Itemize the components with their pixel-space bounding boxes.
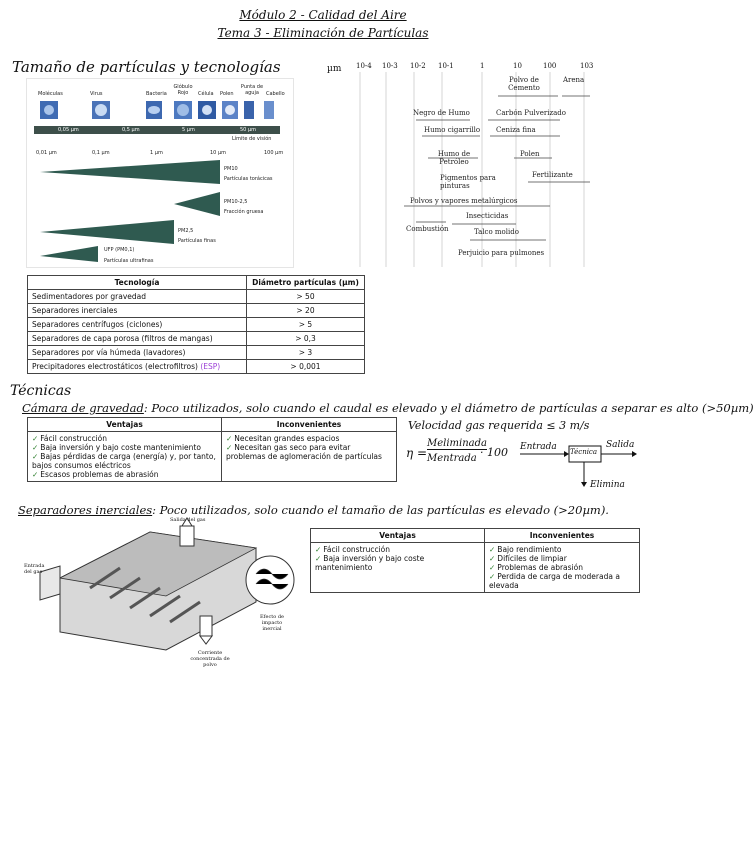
- gravity-advantages-cell: [28, 432, 222, 482]
- item-text: Difíciles de limpiar: [497, 554, 567, 563]
- gravity-pros-cons-table: [27, 417, 397, 482]
- icon-label-red-cell: Glóbulo Rojo: [173, 84, 193, 96]
- icon-label-virus: Virus: [90, 91, 103, 97]
- dust-stream-label: Corriente concentrada de polvo: [190, 650, 230, 668]
- table-header-technology: Tecnología: [28, 276, 247, 290]
- gravity-disadvantages-cell: [222, 432, 397, 482]
- table-header-diameter: Diámetro partículas (µm): [247, 276, 365, 290]
- item-text: Necesitan gas seco para evitar problemas de aglomeración de partículas: [226, 443, 382, 461]
- tech-diameter: > 50: [247, 290, 365, 304]
- check-icon: ✓: [489, 554, 496, 563]
- label-sand: Arena: [563, 76, 585, 84]
- check-icon: ✓: [32, 452, 39, 461]
- size-tick-1: 10-3: [382, 62, 398, 70]
- inertial-header-advantages: Ventajas: [311, 529, 485, 543]
- formula-multiplier: · 100: [480, 446, 508, 459]
- techniques-heading: Técnicas: [10, 383, 72, 399]
- label-insecticides: Insecticidas: [466, 212, 509, 220]
- needle-icon: [244, 101, 254, 119]
- pm25-wedge: [40, 220, 174, 244]
- list-item: [32, 452, 217, 470]
- tech-diameter: > 0,3: [247, 332, 365, 346]
- table-row: [28, 304, 365, 318]
- inertial-description: [18, 503, 609, 517]
- gravity-velocity: Velocidad gas requerida ≤ 3 m/s: [408, 419, 590, 432]
- table-row: [28, 360, 365, 374]
- icon-label-hair: Cabello: [266, 91, 285, 97]
- list-item: [32, 470, 217, 479]
- gravity-title: Cámara de gravedad: [22, 401, 144, 415]
- page-subtitle: Tema 3 - Eliminación de Partículas: [217, 26, 429, 40]
- item-text: Baja inversión y bajo coste mantenimiento: [40, 443, 201, 452]
- flow-down-label: Elimina: [590, 480, 625, 490]
- check-icon: ✓: [32, 443, 39, 452]
- check-icon: ✓: [32, 434, 39, 443]
- gas-in-label: Entrada del gas: [24, 563, 45, 575]
- item-text: Escasos problemas de abrasión: [40, 470, 159, 479]
- inertial-advantages-cell: [311, 543, 485, 593]
- label-cement: Polvo de Cemento: [508, 76, 540, 92]
- check-icon: ✓: [226, 443, 233, 452]
- page-title: Módulo 2 - Calidad del Aire: [239, 8, 407, 22]
- impact-label: Efecto de impacto inercial: [259, 614, 285, 632]
- check-icon: ✓: [489, 572, 496, 581]
- list-item: [226, 443, 392, 461]
- check-icon: ✓: [226, 434, 233, 443]
- tech-name: Separadores por vía húmeda (lavadores): [28, 346, 247, 360]
- table-row: [28, 290, 365, 304]
- gravity-header-disadvantages: Inconvenientes: [222, 418, 397, 432]
- pm10-wedge: [40, 160, 220, 184]
- size-tick-6: 100: [543, 62, 557, 70]
- size-tick-0: 10-4: [356, 62, 372, 70]
- tick-10: 10 µm: [210, 150, 227, 156]
- label-pollen: Polen: [520, 150, 540, 158]
- item-text: Bajo rendimiento: [497, 545, 562, 554]
- tech-name: Separadores centrífugos (ciclones): [28, 318, 247, 332]
- tech-diameter: > 20: [247, 304, 365, 318]
- label-fertilizer: Fertilizante: [532, 171, 573, 179]
- label-talc: Talco molido: [474, 228, 519, 236]
- size-chart-lines: [330, 72, 630, 272]
- label-lung-damage: Perjuicio para pulmones: [458, 249, 545, 257]
- tech-name-text: Precipitadores electrostáticos (electrofiltros): [32, 362, 198, 371]
- ufp-label: UFP (PM0,1): [104, 247, 135, 253]
- size-unit: µm: [327, 64, 342, 74]
- formula-eta: η =: [406, 446, 428, 460]
- tech-name: [28, 360, 247, 374]
- label-pulverized-coal: Carbón Pulverizado: [496, 109, 566, 117]
- size-tick-2: 10-2: [410, 62, 426, 70]
- icon-label-cell: Célula: [198, 91, 214, 97]
- label-oil-smoke: Humo de Petróleo: [437, 150, 471, 166]
- inertial-text: : Poco utilizados, solo cuando el tamaño de las partículas es elevado (>20µm).: [152, 503, 609, 517]
- esp-note: (ESP): [200, 362, 221, 371]
- tech-name: Separadores inerciales: [28, 304, 247, 318]
- scale-label-4: 50 µm: [240, 127, 257, 133]
- tick-1: 1 µm: [150, 150, 163, 156]
- list-item: [226, 434, 392, 443]
- icon-label-molecules: Moléculas: [38, 91, 63, 97]
- flow-out-label: Salida: [606, 440, 635, 450]
- pm10-label: PM10: [224, 166, 238, 172]
- size-tick-4: 1: [480, 62, 485, 70]
- list-item: [489, 572, 635, 590]
- list-item: [32, 443, 217, 452]
- list-item: [315, 554, 480, 572]
- check-icon: ✓: [315, 545, 322, 554]
- check-icon: ✓: [32, 470, 39, 479]
- icon-label-bacteria: Bacteria: [146, 91, 167, 97]
- dust-outlet: [200, 616, 212, 636]
- tech-name: Sedimentadores por gravedad: [28, 290, 247, 304]
- table-row: [28, 332, 365, 346]
- list-item: [489, 554, 635, 563]
- item-text: Necesitan grandes espacios: [234, 434, 340, 443]
- label-fly-ash: Ceniza fina: [496, 126, 536, 134]
- list-item: [32, 434, 217, 443]
- item-text: Perdida de carga de moderada a elevada: [489, 572, 620, 590]
- item-text: Problemas de abrasión: [497, 563, 583, 572]
- formula-numerator: Meliminada: [427, 438, 487, 449]
- gravity-header-advantages: Ventajas: [28, 418, 222, 432]
- pm10-desc: Partículas torácicas: [224, 176, 273, 182]
- pm25-label: PM2,5: [178, 228, 194, 234]
- inertial-separator-drawing: [30, 518, 300, 668]
- check-icon: ✓: [315, 554, 322, 563]
- check-icon: ✓: [489, 563, 496, 572]
- pm10-25-label: PM10-2,5: [224, 199, 248, 205]
- flow-in-label: Entrada: [520, 442, 557, 452]
- list-item: [489, 545, 635, 554]
- inertial-header-disadvantages: Inconvenientes: [485, 529, 640, 543]
- technology-table: [27, 275, 365, 374]
- item-text: Fácil construcción: [323, 545, 391, 554]
- scale-label-2: 0,5 µm: [122, 127, 140, 133]
- label-metal-dust: Polvos y vapores metalúrgicos: [410, 197, 518, 205]
- impact-detail: [246, 556, 294, 604]
- tech-name: Separadores de capa porosa (filtros de mangas): [28, 332, 247, 346]
- gas-outlet: [180, 526, 194, 546]
- scale-label-1: 0,05 µm: [58, 127, 79, 133]
- tech-diameter: > 0,001: [247, 360, 365, 374]
- pm25-desc: Partículas finas: [178, 238, 216, 244]
- inertial-disadvantages-cell: [485, 543, 640, 593]
- tick-01: 0,1 µm: [92, 150, 110, 156]
- size-tick-5: 10: [513, 62, 522, 70]
- table-row: [28, 318, 365, 332]
- gas-out-label: Salida del gas: [170, 517, 206, 523]
- label-pigments: Pigmentos para pinturas: [440, 174, 496, 190]
- list-item: [315, 545, 480, 554]
- inertial-title: Separadores inerciales: [18, 503, 153, 517]
- scale-label-3: 5 µm: [182, 127, 195, 133]
- gravity-description: [22, 401, 754, 415]
- ufp-wedge: [40, 246, 98, 262]
- formula-denominator: Mentrada: [427, 453, 477, 464]
- icon-label-needle: Punta de aguja: [240, 84, 264, 96]
- inertial-pros-cons-table: [310, 528, 640, 593]
- gravity-text: : Poco utilizados, solo cuando el caudal es elevado y el diámetro de partículas a separar es alto (>50µm): [143, 401, 754, 415]
- section-heading-particles: Tamaño de partículas y tecnologías: [12, 58, 281, 76]
- tech-diameter: > 3: [247, 346, 365, 360]
- icon-label-pollen: Polen: [220, 91, 234, 97]
- check-icon: ✓: [489, 545, 496, 554]
- table-row: [28, 346, 365, 360]
- hair-icon: [264, 101, 274, 119]
- size-tick-7: 103: [580, 62, 594, 70]
- tick-100: 100 µm: [264, 150, 284, 156]
- ufp-desc: Partículas ultrafinas: [104, 258, 154, 264]
- pm10-25-desc: Fracción gruesa: [224, 209, 264, 215]
- item-text: Baja inversión y bajo coste mantenimiento: [315, 554, 425, 572]
- particle-pictures: [34, 99, 280, 123]
- item-text: Bajas pérdidas de carga (energía) y, por tanto, bajos consumos eléctricos: [32, 452, 216, 470]
- flow-box-label: Técnica: [570, 448, 598, 456]
- list-item: [489, 563, 635, 572]
- label-cigarette-smoke: Humo cigarrillo: [424, 126, 481, 134]
- pm10-25-wedge: [174, 192, 220, 216]
- label-combustion: Combustión: [406, 225, 449, 233]
- label-carbon-black: Negro de Humo: [413, 109, 470, 117]
- item-text: Fácil construcción: [40, 434, 108, 443]
- vision-limit-label: Límite de visión: [232, 136, 272, 142]
- tick-001: 0,01 µm: [36, 150, 57, 156]
- tech-diameter: > 5: [247, 318, 365, 332]
- size-tick-3: 10-1: [438, 62, 454, 70]
